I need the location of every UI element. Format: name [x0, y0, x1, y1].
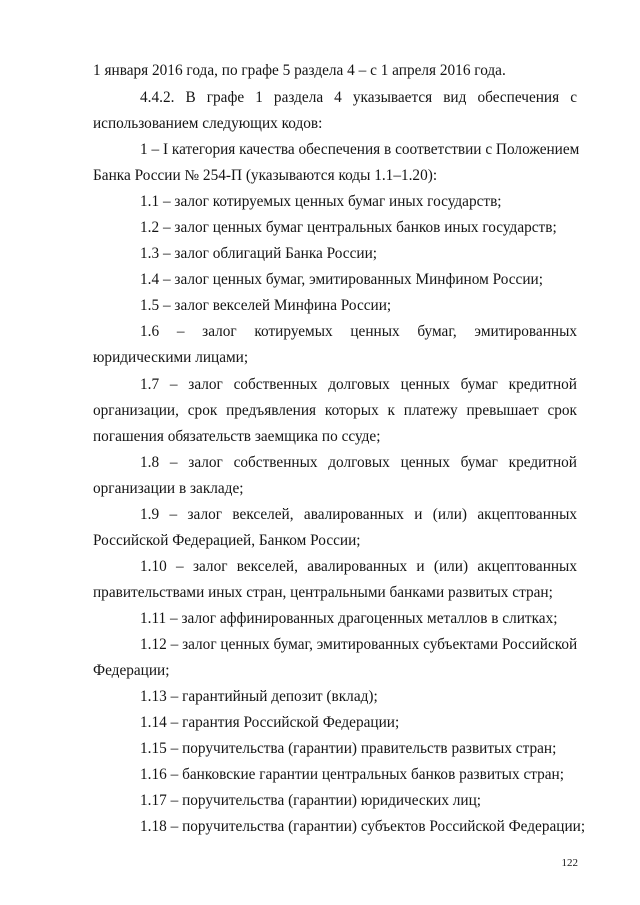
text-line: 1.12 – залог ценных бумаг, эмитированных субъектами Российской — [140, 636, 578, 653]
text-line: 1.1 – залог котируемых ценных бумаг иных государств; — [140, 193, 502, 210]
text-line: Российской Федерацией, Банком России; — [93, 532, 361, 549]
text-line: 1.11 – залог аффинированных драгоценных металлов в слитках; — [140, 610, 558, 627]
page-number: 122 — [561, 857, 578, 869]
text-line: 1.16 – банковские гарантии центральных банков развитых стран; — [140, 766, 564, 783]
text-line: 1.6 – залог котируемых ценных бумаг, эмитированных — [140, 323, 577, 340]
text-line: правительствами иных стран, центральными банками развитых стран; — [93, 584, 553, 601]
text-line: 1.2 – залог ценных бумаг центральных банков иных государств; — [140, 219, 557, 236]
text-line: 1.10 – залог векселей, авалированных и (или) акцептованных — [140, 558, 577, 575]
text-line: 1.3 – залог облигаций Банка России; — [140, 245, 378, 262]
text-line: 1.7 – залог собственных долговых ценных бумаг кредитной — [140, 376, 577, 393]
text-line: 1 января 2016 года, по графе 5 раздела 4 – с 1 апреля 2016 года. — [93, 62, 506, 79]
text-line: 1.17 – поручительства (гарантии) юридических лиц; — [140, 792, 482, 809]
text-line: 1.18 – поручительства (гарантии) субъектов Российской Федерации; — [140, 818, 586, 835]
text-line: 1.5 – залог векселей Минфина России; — [140, 297, 392, 314]
text-line: Банка России № 254-П (указываются коды 1.1–1.20): — [93, 167, 438, 184]
text-line: 1.8 – залог собственных долговых ценных бумаг кредитной — [140, 454, 577, 471]
text-line: 1.14 – гарантия Российской Федерации; — [140, 714, 400, 731]
text-line: организации, срок предъявления которых к платежу превышает срок — [93, 402, 577, 419]
text-line: 1.9 – залог векселей, авалированных и (или) акцептованных — [140, 506, 577, 523]
text-line: 1.15 – поручительства (гарантии) правительств развитых стран; — [140, 740, 557, 757]
text-line: 1.4 – залог ценных бумаг, эмитированных Минфином России; — [140, 271, 543, 288]
text-line: использованием следующих кодов: — [93, 115, 323, 132]
text-line: 4.4.2. В графе 1 раздела 4 указывается вид обеспечения с — [140, 89, 577, 106]
text-line: организации в закладе; — [93, 480, 244, 497]
text-line: юридическими лицами; — [93, 349, 249, 366]
text-line: 1.13 – гарантийный депозит (вклад); — [140, 688, 378, 705]
text-line: 1 – I категория качества обеспечения в соответствии с Положением — [140, 141, 580, 158]
text-line: Федерации; — [93, 662, 170, 679]
text-line: погашения обязательств заемщика по ссуде; — [93, 428, 381, 445]
